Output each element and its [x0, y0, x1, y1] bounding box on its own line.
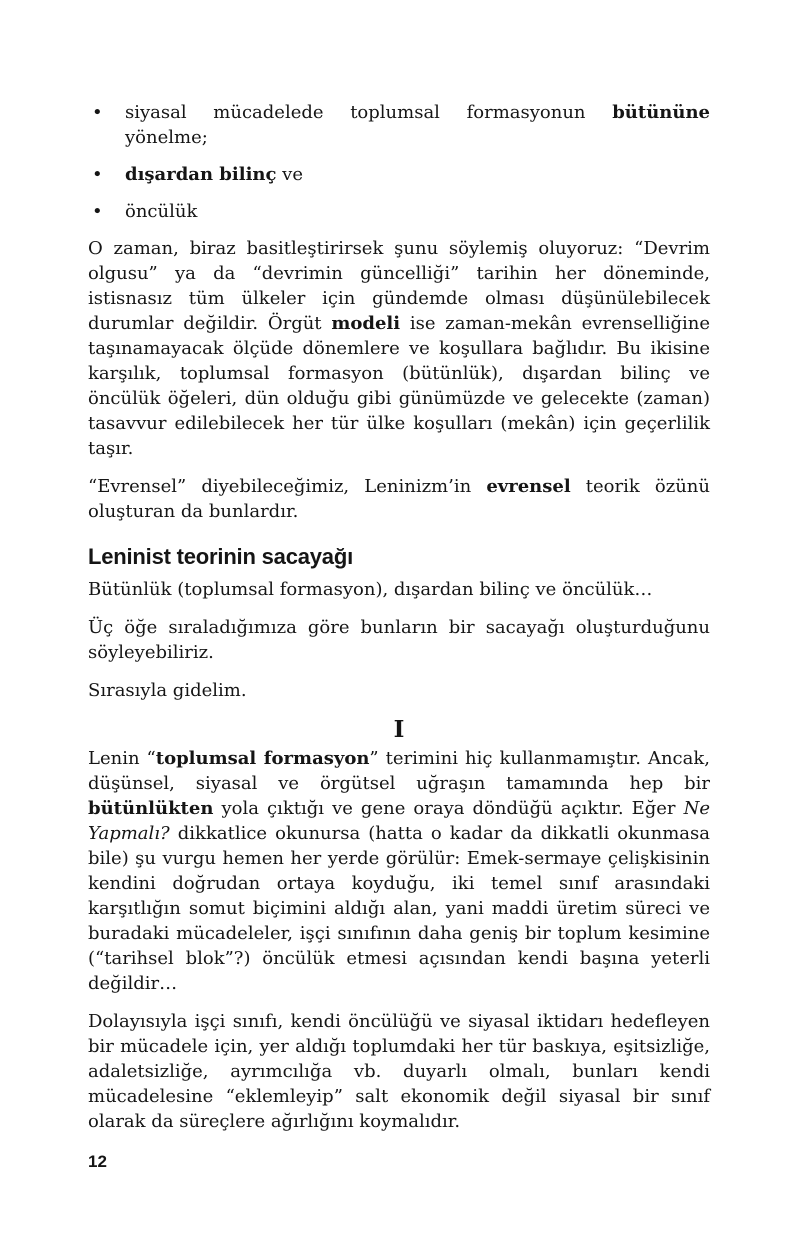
bullet-list: [88, 100, 710, 224]
bullet-text: dışardan bilinç ve: [125, 164, 303, 185]
list-item: [88, 199, 710, 224]
paragraph-butunluk: Bütünlük (toplumsal formasyon), dışardan bilinç ve öncülük…: [88, 579, 653, 600]
paragraph-sirasiyla: Sırasıyla gidelim.: [88, 680, 247, 701]
paragraph-dolayisiyla: Dolayısıyla işçi sınıfı, kendi öncülüğü ve siyasal iktidarı hedefleyen bir mücadele için, yer aldığı toplumdaki her tür baskıya, eşitsizliğe, adaletsizliğe, ayrımcılığa vb. duyarlı olmalı, bunları kendi mücadelesine “eklemleyip” salt ekonomik değil siyasal bir sınıf olarak da süreçlere ağırlığını koymalıdır.: [88, 1011, 710, 1132]
bullet-marker: •: [92, 201, 103, 222]
list-item: [88, 162, 710, 187]
paragraph-evrensel: “Evrensel” diyebileceğimiz, Leninizm’in evrensel teorik özünü oluşturan da bunlardır.: [88, 476, 710, 522]
paragraph-lenin: Lenin “toplumsal formasyon” terimini hiç kullanmamıştır. Ancak, düşünsel, siyasal ve örgütsel uğraşın tamamında hep bir bütünlükten yola çıktığı ve gene oraya döndüğü açıktır. Eğer Ne Yapmalı? dikkatlice okunursa (hatta o kadar da dikkatli okunmasa bile) şu vurgu hemen her yerde görülür: Emek-sermaye çelişkisinin kendini doğrudan ortaya koyduğu, iki temel sınıf arasındaki karşıtlığın somut biçimini aldığı alan, yani maddi üretim süreci ve buradaki mücadeleler, işçi sınıfının daha geniş bir toplum kesimine (“tarihsel blok”?) öncülük etmesi açısından kendi başına yeterli değildir…: [88, 748, 710, 994]
page-number: 12: [88, 1152, 107, 1171]
bullet-text: siyasal mücadelede toplumsal formasyonun bütününe yönelme;: [125, 102, 710, 148]
list-item: [88, 100, 710, 150]
paragraph-intro: O zaman, biraz basitleştirirsek şunu söylemiş oluyoruz: “Devrim olgusu” ya da “devrimin güncelliği” tarihin her döneminde, istisnasız tüm ülkeler için gündemde olması düşünülebilecek durumlar değildir. Örgüt modeli ise zaman-mekân evrenselliğine taşınamayacak ölçüde dönemlere ve koşullara bağlıdır. Bu ikisine karşılık, toplumsal formasyon (bütünlük), dışardan bilinç ve öncülük öğeleri, dün olduğu gibi günümüzde ve gelecekte (zaman) tasavvur edilebilecek her tür ülke koşulları (mekân) için geçerlilik taşır.: [88, 238, 711, 459]
bullet-marker: •: [92, 102, 103, 123]
bullet-marker: •: [92, 164, 103, 185]
bullet-text: öncülük: [125, 201, 198, 222]
page-content: [88, 100, 710, 1147]
paragraph-uc-oge: Üç öğe sıraladığımıza göre bunların bir sacayağı oluşturduğunu söyleyebiliriz.: [88, 617, 710, 663]
section-heading: Leninist teorinin sacayağı: [88, 544, 353, 569]
part-number: I: [393, 716, 405, 743]
